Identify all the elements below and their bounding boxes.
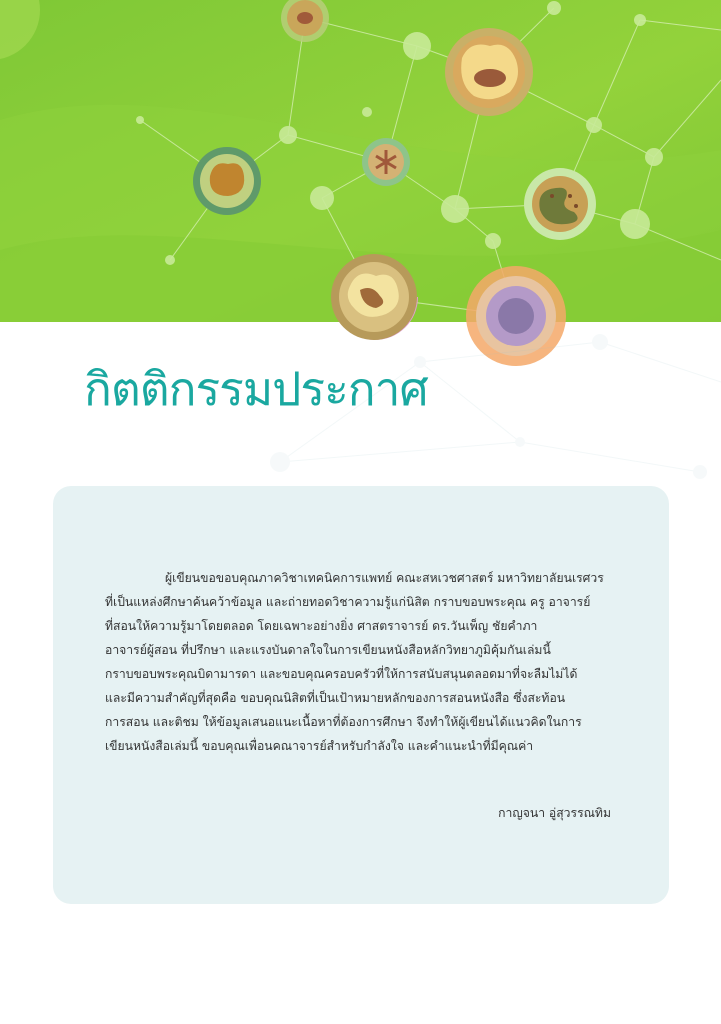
- cell-icon-granulocyte: [524, 168, 596, 240]
- body-line: การสอน และติชม ให้ข้อมูลเสนอแนะเนื้อหาที่ต้องการศึกษา จึงทำให้ผู้เขียนได้แนวคิดในการ: [105, 715, 582, 729]
- body-line: ผู้เขียนขอขอบคุณภาควิชาเทคนิคการแพทย์ คณะสหเวชศาสตร์ มหาวิทยาลัยนเรศวร: [165, 571, 604, 585]
- acknowledgement-panel: [53, 486, 669, 904]
- body-line: ที่เป็นแหล่งศึกษาค้นคว้าข้อมูล และถ่ายทอดวิชาความรู้แก่นิสิต กราบขอบพระคุณ ครู อาจารย์: [105, 595, 591, 609]
- author-signature: กาญจนา อู่สุวรรณทิม: [498, 806, 611, 820]
- header-banner: [0, 0, 721, 322]
- cell-icon-small: [362, 138, 410, 186]
- body-line: ที่สอนให้ความรู้มาโดยตลอด โดยเฉพาะอย่างยิ่ง ศาสตราจารย์ ดร.วันเพ็ญ ชัยคำภา: [105, 619, 538, 633]
- acknowledgement-body: [105, 566, 625, 758]
- page-title: กิตติกรรมประกาศ: [84, 362, 428, 416]
- cell-icon-monocyte: [445, 28, 533, 116]
- cell-icon-left: [193, 147, 261, 215]
- body-line: และมีความสำคัญที่สุดคือ ขอบคุณนิสิตที่เป็นเป้าหมายหลักของการสอนหนังสือ ซึ่งสะท้อน: [105, 691, 566, 705]
- body-line: เขียนหนังสือเล่มนี้ ขอบคุณเพื่อนคณาจารย์สำหรับกำลังใจ และคำแนะนำที่มีคุณค่า: [105, 739, 534, 753]
- body-line: กราบขอบพระคุณบิดามารดา และขอบคุณครอบครัวที่ให้การสนับสนุนตลอดมาที่จะลืมไม่ได้: [105, 667, 578, 681]
- body-line: อาจารย์ผู้สอน ที่ปรึกษา และแรงบันดาลใจในการเขียนหนังสือหลักวิทยาภูมิคุ้มกันเล่มนี้: [105, 643, 551, 657]
